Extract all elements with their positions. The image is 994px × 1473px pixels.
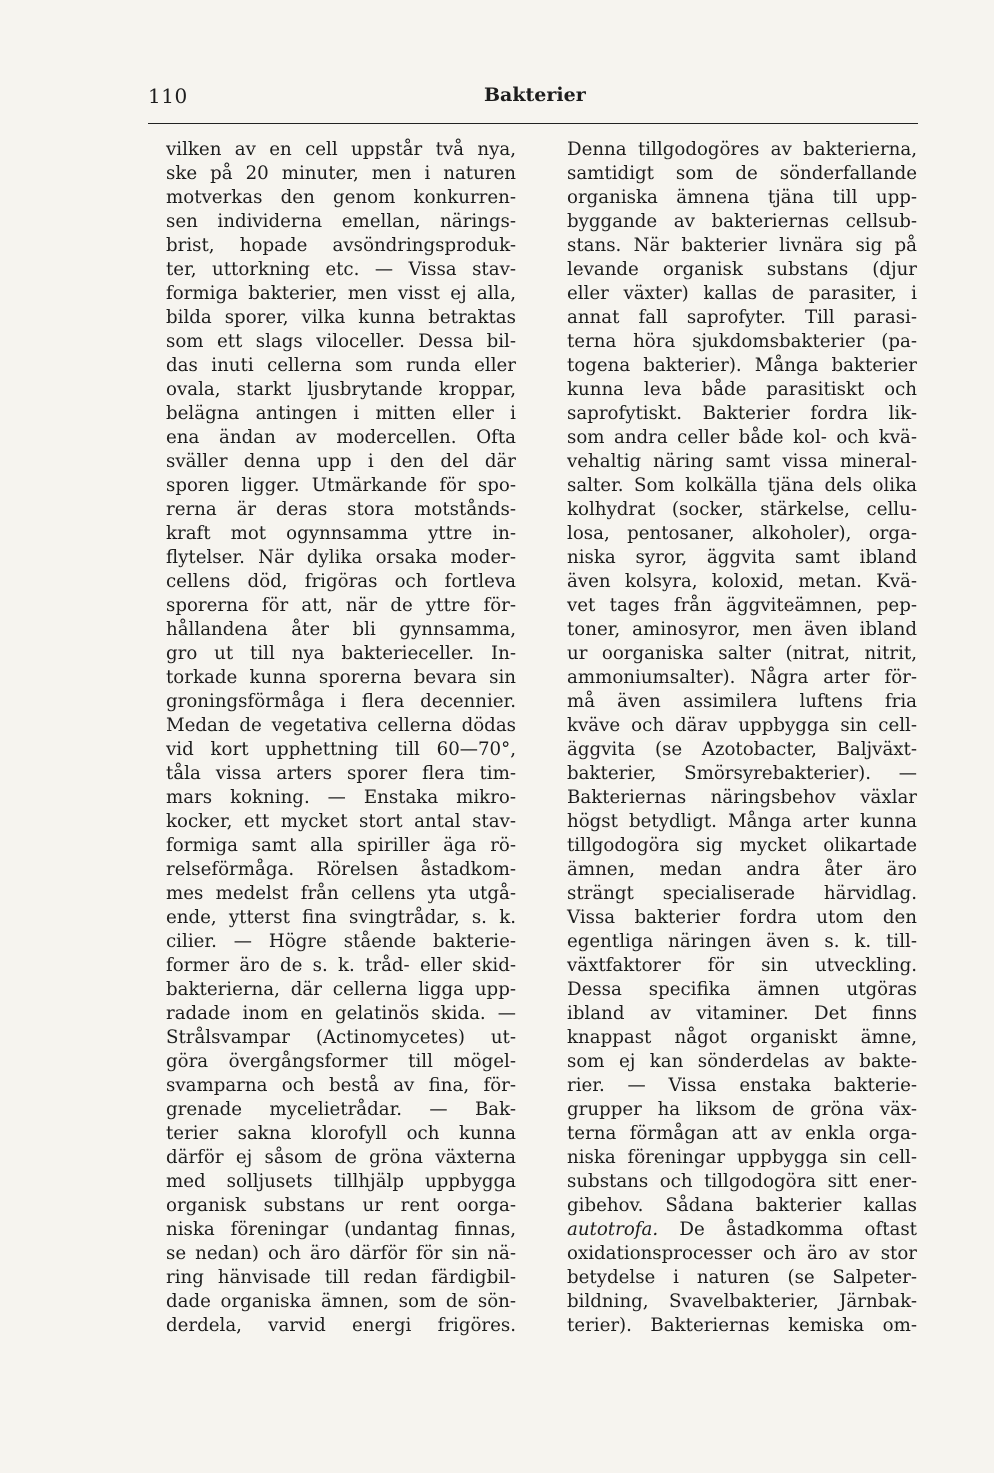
text-line: svamparna och bestå av fina, för- [166,1075,516,1096]
text-line: rerna är deras stora motstånds- [166,499,516,520]
text-line: betydelse i naturen (se Salpeter- [567,1267,917,1288]
text-line: därför ej såsom de gröna växterna [166,1147,516,1168]
text-line: ämnen, medan andra åter äro [567,859,917,880]
left-column [166,138,516,1338]
text-line: ende, ytterst fina svingtrådar, s. k. [166,907,516,928]
text-line: torkade kunna sporerna bevara sin [166,667,516,688]
text-line: autotrofa. De åstadkomma oftast [567,1219,917,1240]
text-line: kraft mot ogynnsamma yttre in- [166,523,516,544]
text-line: som ej kan sönderdelas av bakte- [567,1051,917,1072]
text-line: formiga samt alla spiriller äga rö- [166,835,516,856]
text-line: även kolsyra, koloxid, metan. Kvä- [567,571,917,592]
text-line: das inuti cellerna som runda eller [166,355,516,376]
text-line: relseförmåga. Rörelsen åstadkom- [166,859,516,880]
text-line: toner, aminosyror, men även ibland [567,619,917,640]
text-line: Dessa specifika ämnen utgöras [567,979,917,1000]
text-line: hållandena åter bli gynnsamma, [166,619,516,640]
text-line: ammoniumsalter). Några arter för- [567,667,917,688]
text-line: radade inom en gelatinös skida. — [166,1003,516,1024]
text-line: göra övergångsformer till mögel- [166,1051,516,1072]
text-line: tillgodogöra sig mycket olikartade [567,835,917,856]
text-line: gibehov. Sådana bakterier kallas [567,1195,917,1216]
text-line: former äro de s. k. tråd- eller skid- [166,955,516,976]
text-line: niska föreningar uppbygga sin cell- [567,1147,917,1168]
text-line: samtidigt som de sönderfallande [567,163,917,184]
text-line: niska föreningar (undantag finnas, [166,1219,516,1240]
text-line: sporen ligger. Utmärkande för spo- [166,475,516,496]
text-line: knappast något organiskt ämne, [567,1027,917,1048]
text-line: terna förmågan att av enkla orga- [567,1123,917,1144]
page-number: 110 [148,84,188,108]
text-line: saprofytiskt. Bakterier fordra lik- [567,403,917,424]
text-line: brist, hopade avsöndringsproduk- [166,235,516,256]
text-line: som ett slags viloceller. Dessa bil- [166,331,516,352]
text-line: högst betydligt. Många arter kunna [567,811,917,832]
text-line: sen individerna emellan, närings- [166,211,516,232]
text-line: tåla vissa arters sporer flera tim- [166,763,516,784]
text-line: dade organiska ämnen, som de sön- [166,1291,516,1312]
text-line: groningsförmåga i flera decennier. [166,691,516,712]
running-head: Bakterier [484,84,586,106]
text-line: se nedan) och äro därför för sin nä- [166,1243,516,1264]
text-line: terna höra sjukdomsbakterier (pa- [567,331,917,352]
text-line: rier. — Vissa enstaka bakterie- [567,1075,917,1096]
text-line: växtfaktorer för sin utveckling. [567,955,917,976]
text-line: med solljusets tillhjälp uppbygga [166,1171,516,1192]
text-line: ovala, starkt ljusbrytande kroppar, [166,379,516,400]
text-line: eller växter) kallas de parasiter, i [567,283,917,304]
text-line: ring hänvisade till redan färdigbil- [166,1267,516,1288]
text-line: Vissa bakterier fordra utom den [567,907,917,928]
text-line: bakterier, Smörsyrebakterier). — [567,763,917,784]
text-line: mars kokning. — Enstaka mikro- [166,787,516,808]
text-line: som andra celler både kol- och kvä- [567,427,917,448]
text-line: niska syror, äggvita samt ibland [567,547,917,568]
text-line: vilken av en cell uppstår två nya, [166,139,516,160]
text-line: vid kort upphettning till 60—70°, [166,739,516,760]
text-line: oxidationsprocesser och äro av stor [567,1243,917,1264]
text-line: kocker, ett mycket stort antal stav- [166,811,516,832]
text-line: ske på 20 minuter, men i naturen [166,163,516,184]
text-line: sporerna för att, när de yttre för- [166,595,516,616]
text-line: vehaltig näring samt vissa mineral- [567,451,917,472]
text-line: bakterierna, där cellerna ligga upp- [166,979,516,1000]
text-line: formiga bakterier, men visst ej alla, [166,283,516,304]
text-line: substans och tillgodogöra sitt ener- [567,1171,917,1192]
text-line: sväller denna upp i den del där [166,451,516,472]
right-column [567,138,917,1338]
text-line: bilda sporer, vilka kunna betraktas [166,307,516,328]
text-line: salter. Som kolkälla tjäna dels olika [567,475,917,496]
text-line: mes medelst från cellens yta utgå- [166,883,516,904]
text-line: ena ändan av modercellen. Ofta [166,427,516,448]
text-line: cilier. — Högre stående bakterie- [166,931,516,952]
text-line: togena bakterier). Många bakterier [567,355,917,376]
text-line: Bakteriernas näringsbehov växlar [567,787,917,808]
text-line: ter, uttorkning etc. — Vissa stav- [166,259,516,280]
text-line: Denna tillgodogöres av bakterierna, [567,139,917,160]
text-line: må även assimilera luftens fria [567,691,917,712]
text-line: levande organisk substans (djur [567,259,917,280]
text-line: ur oorganiska salter (nitrat, nitrit, [567,643,917,664]
page-header [148,82,918,116]
text-line: flytelser. När dylika orsaka moder- [166,547,516,568]
text-line: organiska ämnena tjäna till upp- [567,187,917,208]
text-line: terier). Bakteriernas kemiska om- [567,1315,917,1336]
text-line: Medan de vegetativa cellerna dödas [166,715,516,736]
text-line: kunna leva både parasitiskt och [567,379,917,400]
text-line: stans. När bakterier livnära sig på [567,235,917,256]
text-line: strängt specialiserade härvidlag. [567,883,917,904]
text-line: grupper ha liksom de gröna väx- [567,1099,917,1120]
text-line: gro ut till nya bakterieceller. In- [166,643,516,664]
text-line: egentliga näringen även s. k. till- [567,931,917,952]
text-line: byggande av bakteriernas cellsub- [567,211,917,232]
text-line: organisk substans ur rent oorga- [166,1195,516,1216]
text-line: losa, pentosaner, alkoholer), orga- [567,523,917,544]
text-line: vet tages från äggviteämnen, pep- [567,595,917,616]
text-line: belägna antingen i mitten eller i [166,403,516,424]
header-rule [148,123,918,124]
text-line: äggvita (se Azotobacter, Baljväxt- [567,739,917,760]
text-line: cellens död, frigöras och fortleva [166,571,516,592]
text-line: terier sakna klorofyll och kunna [166,1123,516,1144]
text-line: kolhydrat (socker, stärkelse, cellu- [567,499,917,520]
text-line: motverkas den genom konkurren- [166,187,516,208]
text-line: bildning, Svavelbakterier, Järnbak- [567,1291,917,1312]
text-line: kväve och därav uppbygga sin cell- [567,715,917,736]
text-line: derdela, varvid energi frigöres. [166,1315,516,1336]
text-line: annat fall saprofyter. Till parasi- [567,307,917,328]
text-line: grenade mycelietrådar. — Bak- [166,1099,516,1120]
text-line: ibland av vitaminer. Det finns [567,1003,917,1024]
text-line: Strålsvampar (Actinomycetes) ut- [166,1027,516,1048]
